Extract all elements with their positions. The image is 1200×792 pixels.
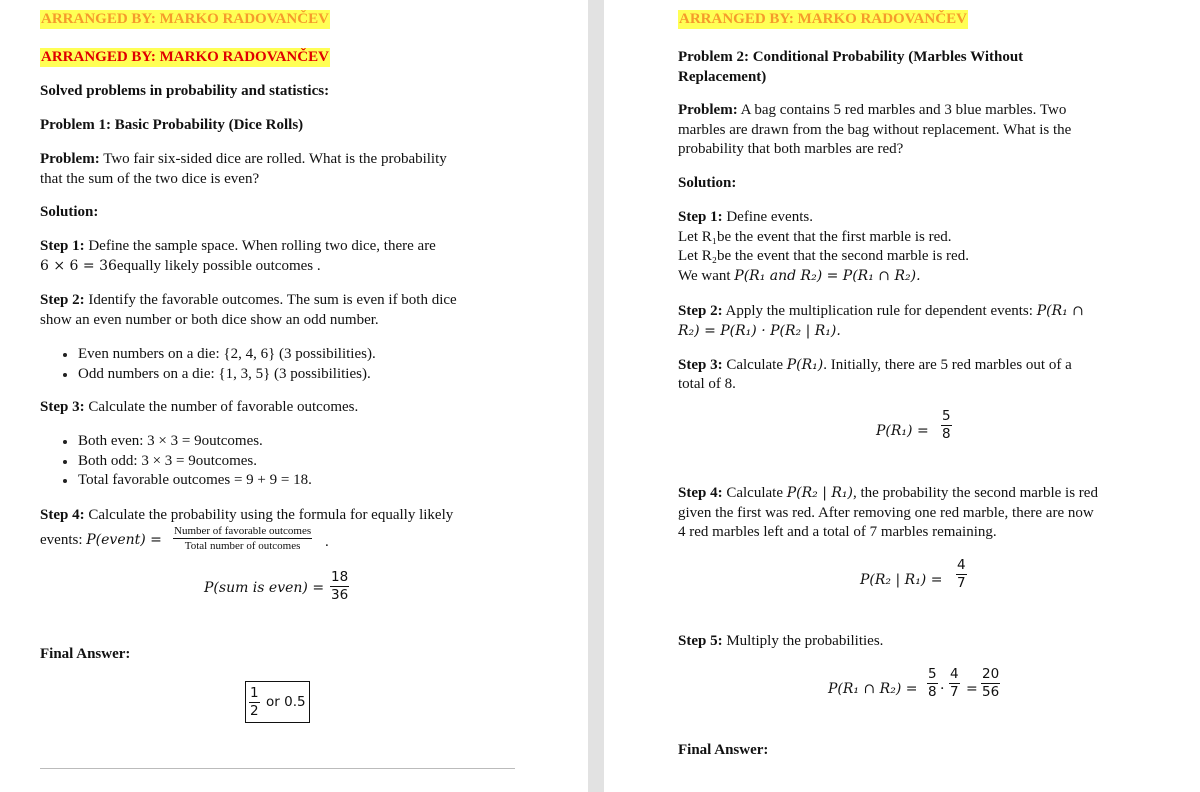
final-answer-box (245, 681, 310, 723)
equation-fraction (941, 408, 952, 443)
step1-text: Define the sample space. When rolling two dice, there are (84, 238, 436, 254)
list-item: Even numbers on a die: {2, 4, 6} (3 possibilities). (78, 345, 376, 365)
final-answer-label: Final Answer: (40, 646, 131, 662)
list-item: Total favorable outcomes = 9 + 9 = 18. (78, 471, 312, 491)
step1-line4-prefix: We want (678, 268, 735, 284)
step3-label: Step 3: (40, 399, 85, 415)
header-highlight: ARRANGED BY: MARKO RADOVANČEV (41, 11, 329, 27)
problem-title-line2: Replacement) (678, 69, 767, 85)
step4-text-a: Calculate (722, 485, 787, 501)
problem-statement (678, 101, 1066, 121)
solution-label: Solution: (40, 204, 99, 220)
fraction-numerator: 20 (982, 666, 1000, 682)
step4-line3: 4 red marbles left and a total of 7 marbles remaining. (678, 524, 997, 540)
document-page-right (604, 0, 1200, 792)
step2-text: Identify the favorable outcomes. The sum is even if both dice (84, 292, 457, 308)
step4-line2 (40, 531, 162, 551)
formula-fraction (173, 524, 312, 553)
problem-title: Problem 2: Conditional Probability (Marbles Without (678, 49, 1024, 65)
step1-text2: equally likely possible outcomes . (116, 258, 321, 274)
header-highlight: ARRANGED BY: MARKO RADOVANČEV (679, 11, 967, 27)
step2-label: Step 2: (678, 303, 723, 319)
fraction-denominator: 7 (950, 684, 959, 700)
equation-lhs: P(sum is even) = (204, 580, 325, 596)
step1-line4 (678, 267, 921, 287)
solution-label: Solution: (678, 175, 737, 191)
step1-text: Define events. (722, 209, 813, 225)
step1-line2 (40, 257, 321, 277)
problem-text-line2: marbles are drawn from the bag without replacement. What is the (678, 122, 1072, 138)
page-gutter (588, 0, 604, 792)
problem-text-line3: probability that both marbles are red? (678, 141, 904, 157)
equation-lhs: P(R₁ ∩ R₂) = (828, 681, 918, 697)
equation-fraction (330, 569, 349, 604)
step3-line1 (678, 356, 1072, 376)
list-item: Both odd: 3 × 3 = 9outcomes. (78, 452, 257, 472)
step2-line2: show an even number or both dice show an odd number. (40, 312, 379, 328)
problem-text: A bag contains 5 red marbles and 3 blue marbles. Two (737, 102, 1067, 118)
fraction-denominator: 36 (331, 587, 349, 603)
step3-math: P(R₁) (786, 357, 824, 373)
fraction-denominator: 8 (942, 426, 951, 442)
step3-text: Calculate the number of favorable outcomes. (84, 399, 359, 415)
step5-text: Multiply the probabilities. (722, 633, 884, 649)
step2-line1 (40, 291, 457, 311)
equation-fraction (956, 557, 967, 592)
step4-label: Step 4: (40, 507, 85, 523)
equation-fraction (981, 666, 1000, 701)
fraction-numerator: 4 (950, 666, 959, 682)
step4-line2: given the first was red. After removing one red marble, there are now (678, 505, 1094, 521)
answer-numerator: 1 (250, 685, 259, 701)
step5-label: Step 5: (678, 633, 723, 649)
fraction-denominator: 7 (957, 575, 966, 591)
step4-label: Step 4: (678, 485, 723, 501)
step1-label: Step 1: (40, 238, 85, 254)
step4-pevent: P(event) = (86, 532, 162, 548)
problem-label: Problem: (40, 151, 100, 167)
step1-line2: Let R₁be the event that the first marble is red. (678, 229, 952, 245)
step3-label: Step 3: (678, 357, 723, 373)
list-item: Both even: 3 × 3 = 9outcomes. (78, 432, 263, 452)
equation-fraction (927, 666, 938, 701)
fraction-numerator: 18 (331, 569, 349, 585)
formula-denominator: Total number of outcomes (184, 540, 301, 552)
problem-statement (40, 150, 447, 170)
problem-label: Problem: (678, 102, 738, 118)
equation-lhs: P(R₂ | R₁) = (860, 572, 943, 588)
step3-line (40, 398, 358, 418)
final-answer-label: Final Answer: (678, 742, 769, 758)
fraction-denominator: 56 (982, 684, 1000, 700)
header-highlight-red: ARRANGED BY: MARKO RADOVANČEV (41, 49, 329, 65)
step2-label: Step 2: (40, 292, 85, 308)
fraction-numerator: 5 (928, 666, 937, 682)
document-page-left (0, 0, 588, 792)
step4-text-b: , the probability the second marble is red (853, 485, 1098, 501)
step1-line1 (40, 237, 436, 257)
step3-line2: total of 8. (678, 376, 736, 392)
answer-denominator: 2 (250, 703, 259, 719)
step4-line1 (678, 484, 1098, 504)
step1-math: 6 × 6 = 36 (40, 258, 117, 274)
step2-math2: R₂) = P(R₁) · P(R₂ | R₁). (678, 323, 841, 339)
equals-sign: = (966, 681, 978, 697)
fraction-numerator: 5 (942, 408, 951, 424)
step3-text-b: . Initially, there are 5 red marbles out of a (823, 357, 1072, 373)
step1-line1 (678, 208, 813, 228)
problem-text-line2: that the sum of the two dice is even? (40, 171, 260, 187)
step1-line3: Let R₂be the event that the second marble is red. (678, 248, 969, 264)
step2-math1: P(R₁ ∩ (1036, 303, 1084, 319)
page-divider (40, 768, 515, 769)
step4-text: Calculate the probability using the formula for equally likely (84, 507, 454, 523)
fraction-numerator: 4 (957, 557, 966, 573)
step1-label: Step 1: (678, 209, 723, 225)
step3-text-a: Calculate (722, 357, 787, 373)
multiply-dot: · (940, 681, 945, 697)
step2-text: Apply the multiplication rule for dependent events: (722, 303, 1037, 319)
equation-lhs: P(R₁) = (876, 423, 929, 439)
step4-line1 (40, 506, 453, 526)
answer-fraction (249, 685, 260, 720)
step4-text2: events: (40, 532, 87, 548)
fraction-denominator: 8 (928, 684, 937, 700)
formula-numerator: Number of favorable outcomes (174, 525, 312, 537)
step4-math: P(R₂ | R₁) (786, 485, 854, 501)
problem-title: Problem 1: Basic Probability (Dice Rolls) (40, 117, 304, 133)
answer-decimal: or 0.5 (266, 694, 306, 710)
list-item: Odd numbers on a die: {1, 3, 5} (3 possibilities). (78, 365, 371, 385)
step2-line1 (678, 302, 1084, 322)
intro-heading: Solved problems in probability and statistics: (40, 83, 330, 99)
step5-line (678, 632, 883, 652)
step1-math: P(R₁ and R₂) = P(R₁ ∩ R₂). (734, 268, 921, 284)
formula-period: . (325, 534, 329, 550)
equation-fraction (949, 666, 960, 701)
problem-text: Two fair six-sided dice are rolled. What is the probability (99, 151, 447, 167)
